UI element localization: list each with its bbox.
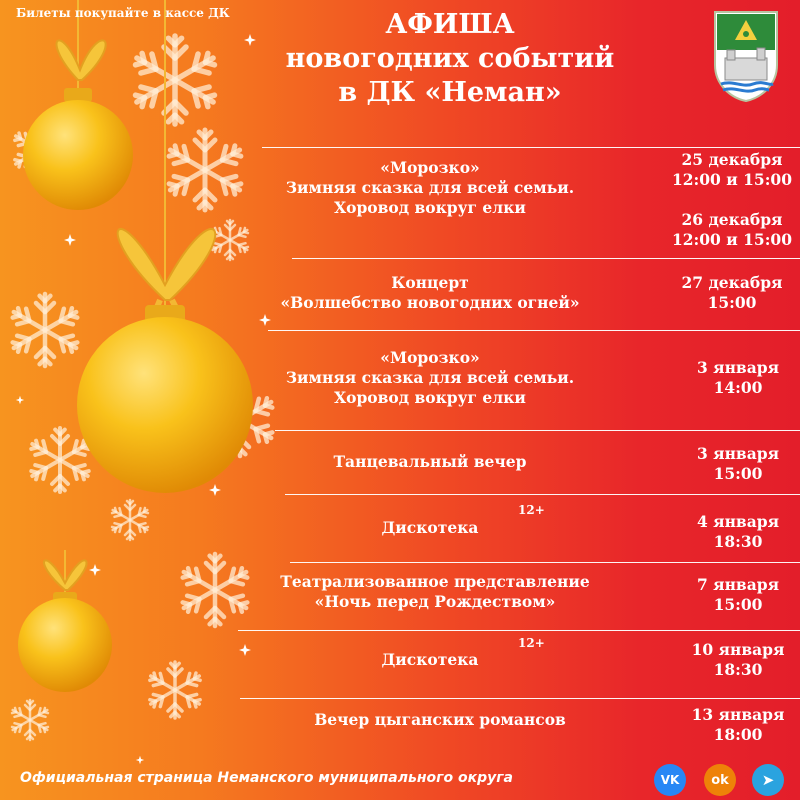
snowflake-icon xyxy=(179,554,250,626)
snowflake-icon xyxy=(10,700,50,740)
star-icon xyxy=(16,396,24,404)
divider xyxy=(268,330,800,331)
event-title: «Морозко» Зимняя сказка для всей семьи. Хоровод вокруг елки xyxy=(285,348,575,407)
event-title: Вечер цыганских романсов xyxy=(314,710,566,729)
odnoklassniki-icon[interactable]: ok xyxy=(704,764,736,796)
snowflake-icon xyxy=(210,220,250,260)
event-title: Дискотека xyxy=(381,650,479,669)
event-datetime: 3 января 14:00 xyxy=(696,358,780,397)
divider xyxy=(238,630,800,631)
event-title: Дискотека xyxy=(381,518,479,537)
snowflake-icon xyxy=(9,294,80,366)
footer-text: Официальная страница Неманского муниципального округа xyxy=(20,770,513,786)
age-rating-badge: 12+ xyxy=(518,503,545,517)
event-datetime: 4 января 18:30 xyxy=(696,512,780,551)
ornament-icon xyxy=(18,550,112,692)
event-datetime: 13 января 18:00 xyxy=(691,705,785,744)
event-title: Танцевальный вечер xyxy=(333,452,527,471)
snowflake-icon xyxy=(165,130,244,210)
vk-icon[interactable]: VK xyxy=(654,764,686,796)
ticket-note: Билеты покупайте в кассе ДК xyxy=(16,6,230,20)
event-datetime: 25 декабря 12:00 и 15:00 xyxy=(671,150,792,189)
snowflake-icon xyxy=(147,662,202,718)
divider xyxy=(275,430,800,431)
star-icon xyxy=(209,484,221,496)
telegram-icon[interactable]: ➤ xyxy=(752,764,784,796)
poster-subtitle: новогодних событий xyxy=(285,43,615,74)
ornament-icon xyxy=(23,0,133,210)
ornament-icon xyxy=(77,0,253,493)
divider xyxy=(292,258,800,259)
event-datetime: 3 января 15:00 xyxy=(696,444,780,483)
star-icon xyxy=(239,644,251,656)
divider xyxy=(285,494,800,495)
divider xyxy=(262,147,800,148)
event-datetime: 10 января 18:30 xyxy=(691,640,785,679)
event-datetime: 27 декабря 15:00 xyxy=(681,273,783,312)
event-title: Концерт «Волшебство новогодних огней» xyxy=(280,273,580,312)
poster-title: АФИША xyxy=(385,9,515,40)
coat-of-arms-icon xyxy=(713,10,779,102)
star-icon xyxy=(64,234,76,246)
event-datetime: 7 января 15:00 xyxy=(696,575,780,614)
event-title: «Морозко» Зимняя сказка для всей семьи. Хоровод вокруг елки xyxy=(285,158,575,217)
poster-venue: в ДК «Неман» xyxy=(338,77,562,108)
snowflake-icon xyxy=(110,500,150,540)
divider xyxy=(290,562,800,563)
star-icon xyxy=(89,564,101,576)
event-title: Театрализованное представление «Ночь перед Рождеством» xyxy=(280,572,590,611)
age-rating-badge: 12+ xyxy=(518,636,545,650)
snowflake-icon xyxy=(28,428,91,492)
divider xyxy=(240,698,800,699)
star-icon xyxy=(259,314,271,326)
snowflake-icon xyxy=(131,36,218,124)
event-datetime: 26 декабря 12:00 и 15:00 xyxy=(671,210,792,249)
star-icon xyxy=(136,756,144,764)
